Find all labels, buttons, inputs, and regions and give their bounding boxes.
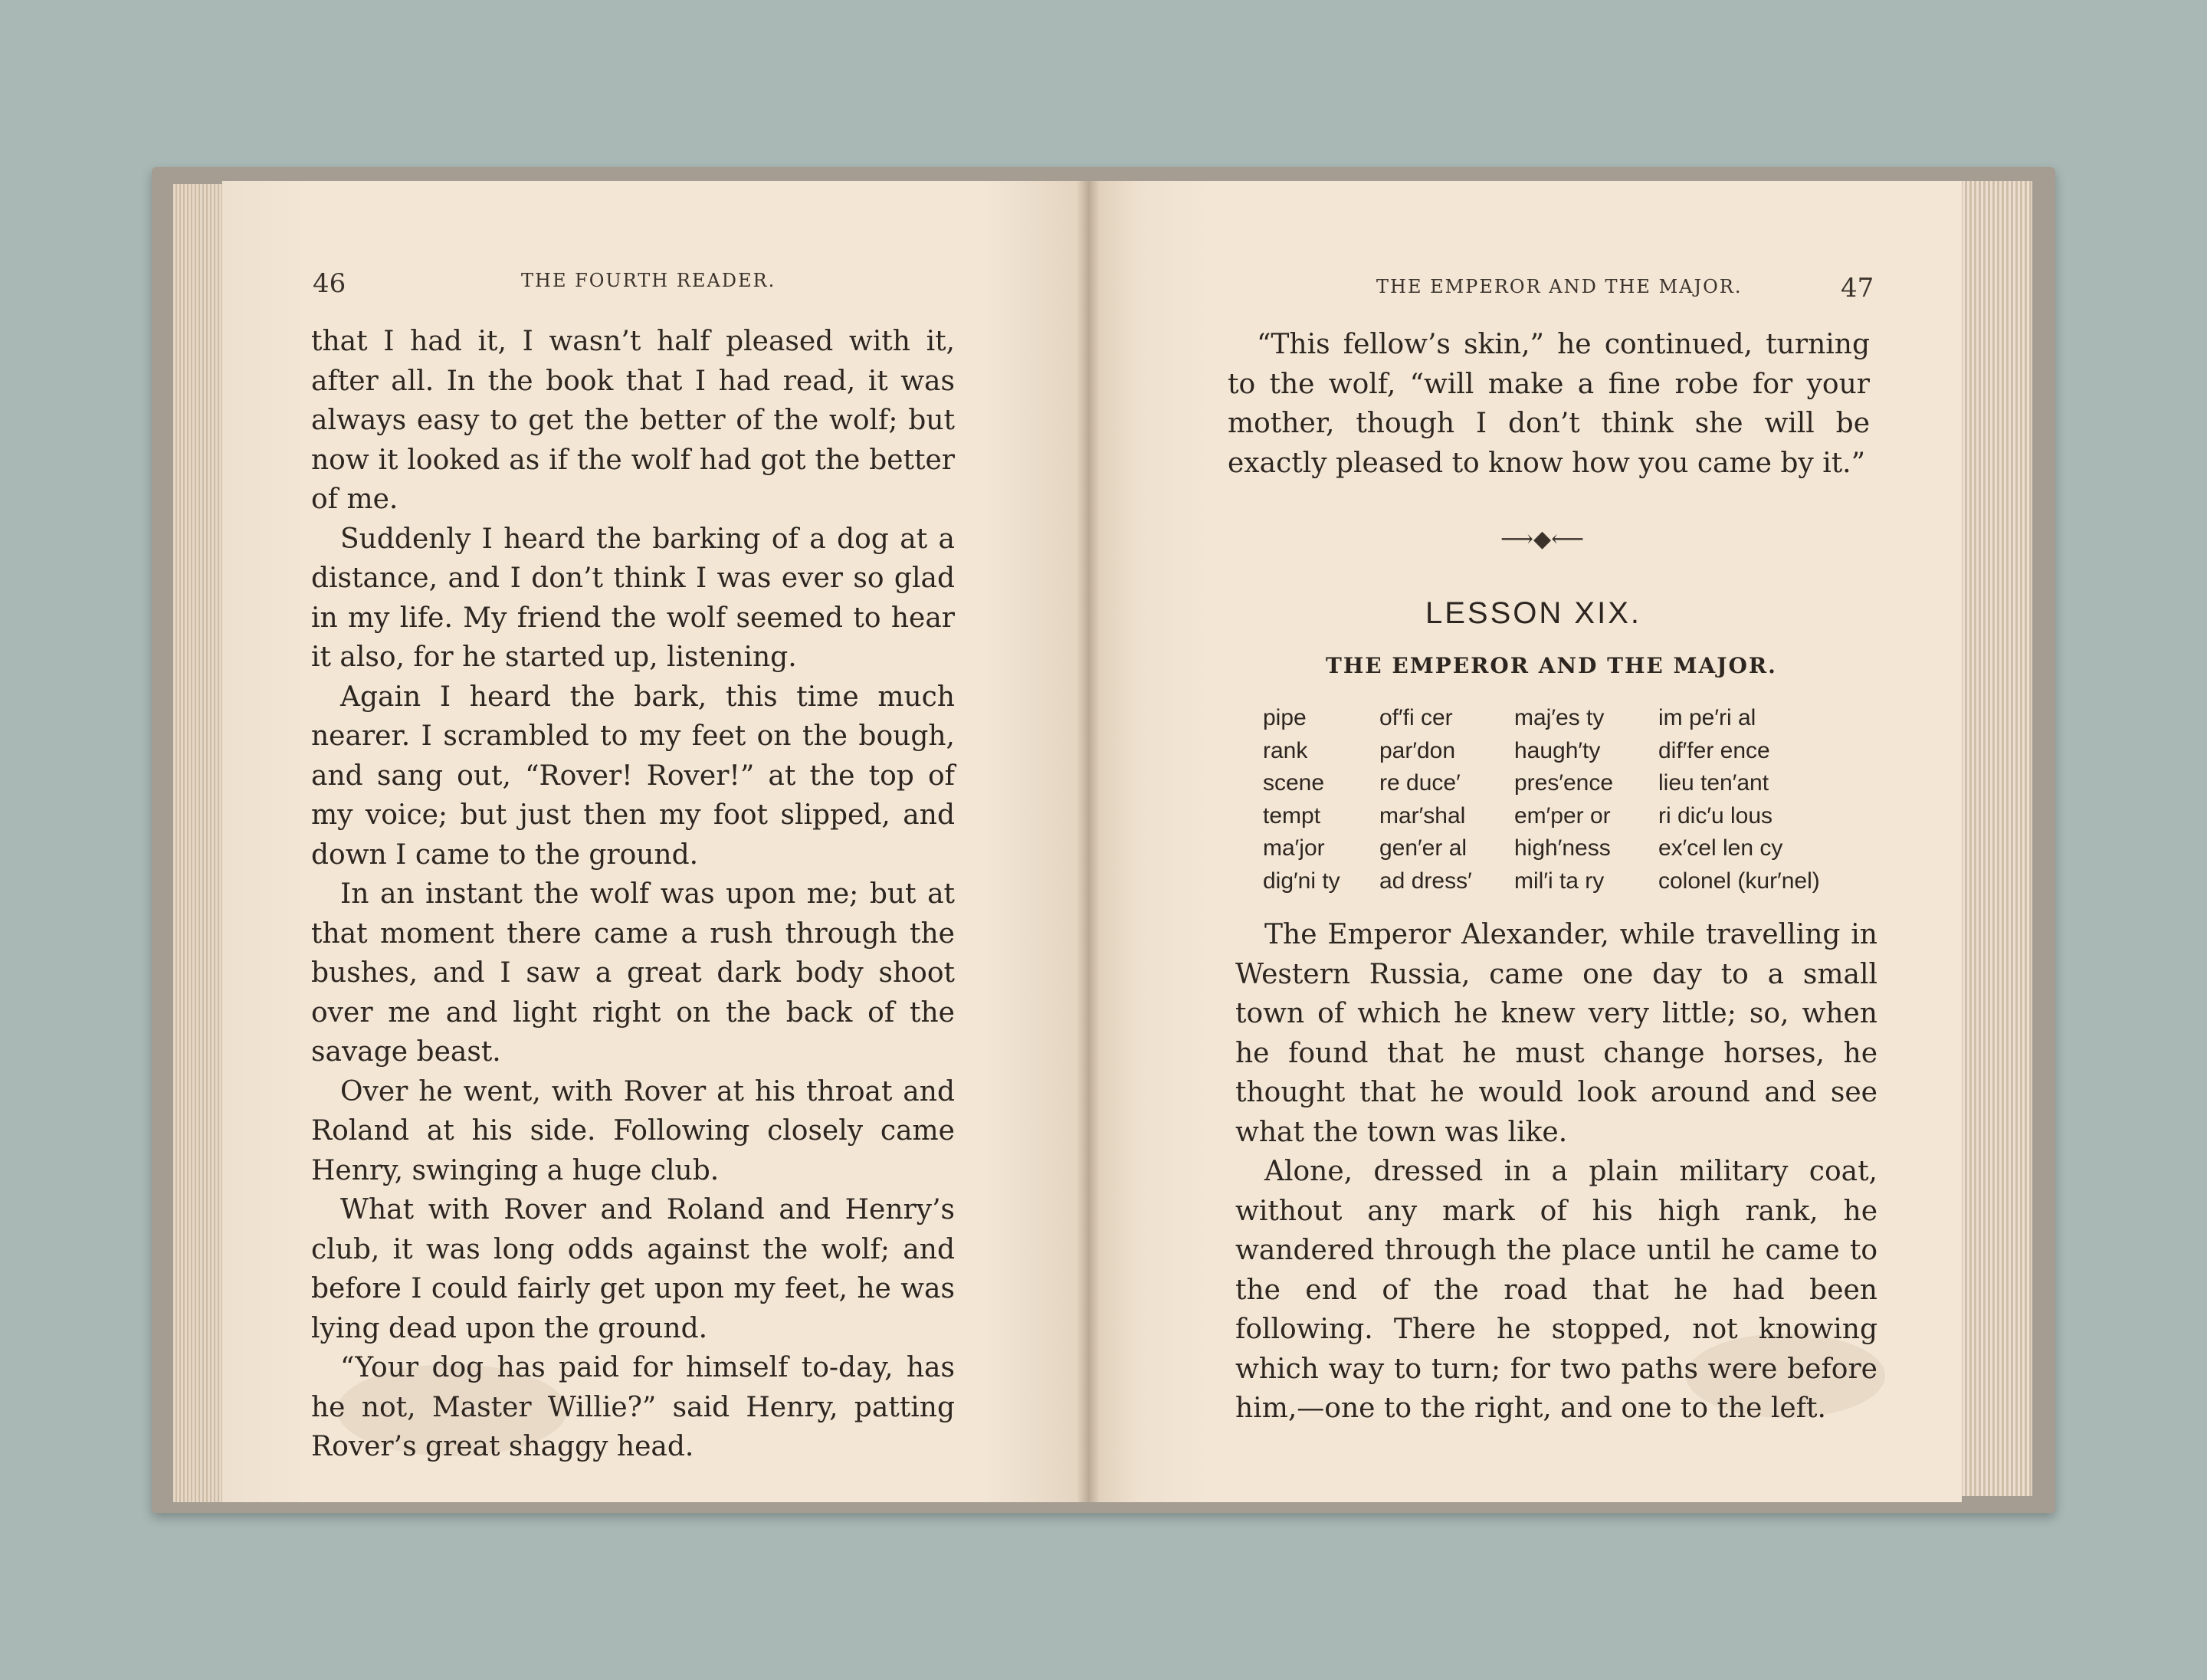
vocab-word: ad dress′ [1379, 868, 1472, 894]
vocab-word: par′don [1379, 737, 1456, 763]
lesson-title: THE EMPEROR AND THE MAJOR. [1326, 653, 1777, 678]
left-page-text [311, 322, 955, 1467]
paragraph: “This fellow’s skin,” he continued, turning to the wolf, “will make a fine robe for your mother, though I don’t think she will be exactly pleased to know how you came by it.” [1228, 329, 1870, 479]
paragraph: that I had it, I wasn’t half pleased with it, after all. In the book that I had read, it was always easy to get the better of the wolf; but now it looked as if the wolf had got the better of me. [311, 326, 955, 515]
vocab-word: lieu ten′ant [1658, 770, 1769, 796]
lesson-heading: LESSON XIX. [1425, 596, 1641, 630]
paragraph: The Emperor Alexander, while travelling in Western Russia, came one day to a small town of which he knew very little; so, when he found that he must change horses, he thought that he would look around and see what the town was like. [1235, 919, 1877, 1148]
vocab-word: ri dic′u lous [1658, 802, 1773, 829]
vocab-word: gen′er al [1379, 835, 1468, 861]
page-edges-right [1956, 181, 2032, 1496]
vocab-word: em′per or [1514, 802, 1611, 829]
running-head-left: THE FOURTH READER. [521, 270, 776, 291]
page-number-left: 46 [313, 268, 346, 299]
vocab-word: scene [1263, 770, 1325, 796]
paragraph: Alone, dressed in a plain military coat, without any mark of his high rank, he wandered through the place until he came to the end of the road that he had been following. There he stopped, not knowing which way to turn; for two paths were before him,—one to the right, and one to the left. [1235, 1156, 1877, 1424]
vocab-word: haugh′ty [1514, 737, 1601, 763]
vocab-word: ex′cel len cy [1658, 835, 1783, 861]
paragraph: Over he went, with Rover at his throat and Roland at his side. Following closely came Henry, swinging a huge club. [311, 1075, 955, 1186]
page-edges-left [173, 184, 227, 1502]
vocab-word: mar′shal [1379, 802, 1466, 829]
vocabulary-list [1263, 702, 1858, 897]
lesson-text [1235, 915, 1877, 1429]
paragraph: Suddenly I heard the barking of a dog at a distance, and I don’t think I was ever so glad in my life. My friend the wolf seemed to hear it also, for he started up, listening. [311, 523, 955, 673]
vocab-word: dig′ni ty [1263, 868, 1340, 894]
intro-text [1228, 325, 1870, 483]
vocab-word: im pe′ri al [1658, 705, 1756, 730]
paragraph: Again I heard the bark, this time much nearer. I scrambled to my feet on the bough, and sang out, “Rover! Rover!” at the top of my voice; but just then my foot slipped, and down I came to the ground. [311, 681, 955, 871]
paragraph: “Your dog has paid for himself to-day, has he not, Master Willie?” said Henry, patting Rover’s great shaggy head. [311, 1352, 955, 1462]
vocab-word: dif′fer ence [1658, 737, 1770, 763]
vocab-word: maj′es ty [1514, 705, 1605, 730]
vocab-word: high′ness [1514, 835, 1611, 861]
vocab-word: re duce′ [1379, 770, 1461, 796]
vocab-word: colonel (kur′nel) [1658, 868, 1820, 894]
running-head-right: THE EMPEROR AND THE MAJOR. [1376, 276, 1743, 297]
vocab-word: of′fi cer [1379, 705, 1453, 730]
vocab-word: pipe [1263, 705, 1307, 730]
section-ornament: ⟶◆⟵ [1500, 526, 1585, 553]
paragraph: In an instant the wolf was upon me; but at that moment there came a rush through the bushes, and I saw a great dark body shoot over me and light right on the back of the savage beast. [311, 878, 955, 1068]
book-gutter [1077, 181, 1100, 1502]
vocab-word: tempt [1263, 802, 1321, 829]
vocab-word: rank [1263, 737, 1308, 763]
paragraph: What with Rover and Roland and Henry’s club, it was long odds against the wolf; and before I could fairly get upon my feet, he was lying dead upon the ground. [311, 1194, 955, 1344]
vocab-word: mil′i ta ry [1514, 868, 1605, 894]
vocab-word: pres′ence [1514, 770, 1614, 796]
vocab-word: ma′jor [1263, 835, 1325, 861]
page-number-right: 47 [1841, 273, 1874, 304]
